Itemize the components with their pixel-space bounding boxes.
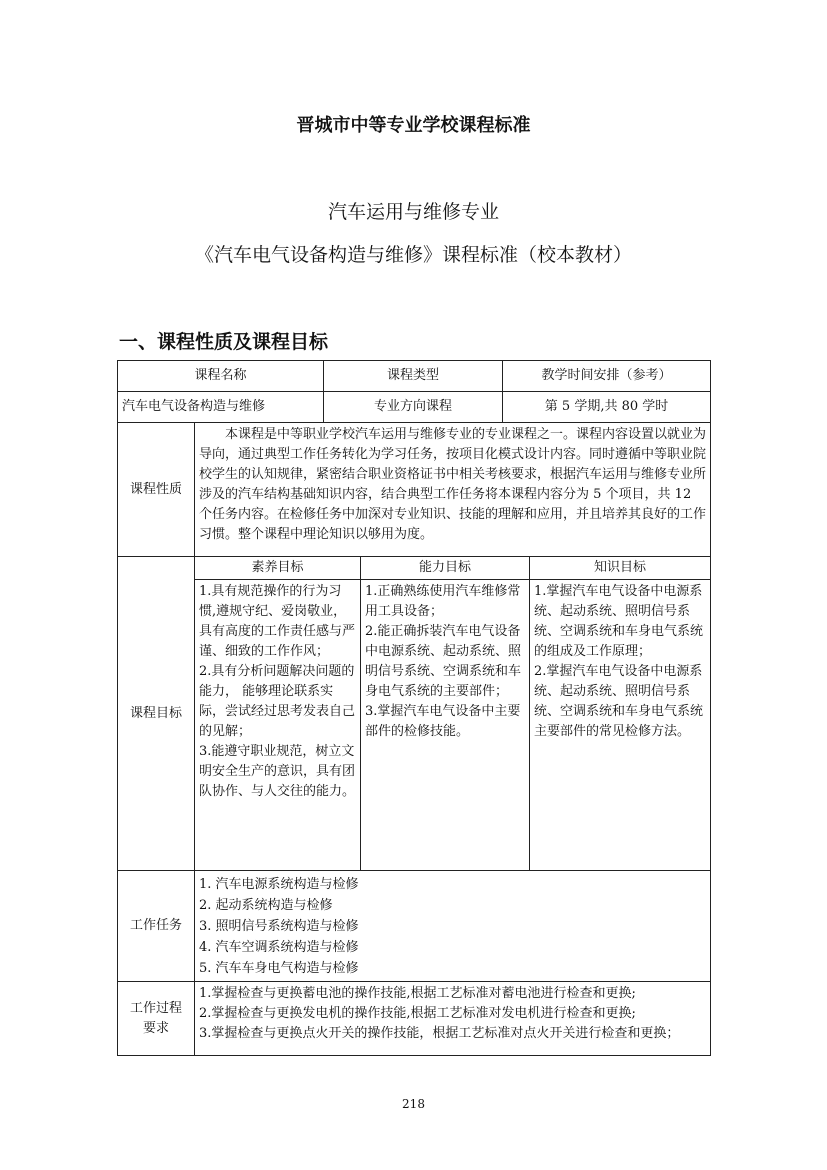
- course-goals-label: 课程目标: [118, 557, 195, 871]
- course-title: 《汽车电气设备构造与维修》课程标准（校本教材）: [194, 244, 632, 266]
- list-item: 5. 汽车车身电气构造与检修: [199, 960, 359, 976]
- page-number: 218: [402, 1097, 425, 1111]
- knowledge-goal-header: 知识目标: [530, 557, 711, 580]
- table-info-row: [118, 392, 711, 423]
- table-header-row: [118, 361, 711, 392]
- work-tasks-row: [118, 871, 711, 982]
- list-item: 1.掌握检查与更换蓄电池的操作技能,根据工艺标准对蓄电池进行检查和更换;: [199, 986, 636, 1001]
- list-item: 2.掌握检查与更换发电机的操作技能,根据工艺标准对发电机进行检查和更换;: [199, 1006, 636, 1021]
- process-requirements-label: 工作过程 要求: [118, 982, 195, 1056]
- list-item: 1. 汽车电源系统构造与检修: [199, 876, 359, 892]
- work-tasks-label: 工作任务: [118, 871, 195, 982]
- quality-goal-text: 1.具有规范操作的行为习惯,遵规守纪、爱岗敬业，具有高度的工作责任感与严谨、细致的工作作风； 2.具有分析问题解决问题的能力， 能够理论联系实际，尝试经过思考发表自己的见解； 3.能遵守职业规范，树立文明安全生产的意识，具有团队协作、与人交往的能力。: [195, 580, 361, 871]
- work-tasks-cell: [195, 871, 711, 982]
- course-standard-table: [117, 360, 711, 1056]
- goals-content-row: [118, 580, 711, 871]
- goals-header-row: [118, 557, 711, 580]
- knowledge-goal-text: 1.掌握汽车电气设备中电源系统、起动系统、照明信号系统、空调系统和车身电气系统的组成及工作原理； 2.掌握汽车电气设备中电源系统、起动系统、照明信号系统、空调系统和车身电气系统主要部件的常见检修方法。: [530, 580, 711, 871]
- list-item: 2. 起动系统构造与检修: [199, 897, 333, 913]
- process-requirements-cell: [195, 982, 711, 1056]
- course-nature-text: 本课程是中等职业学校汽车运用与维修专业的专业课程之一。课程内容设置以就业为导向，通过典型工作任务转化为学习任务，按项目化模式设计内容。同时遵循中等职业院校学生的认知规律，紧密结合职业资格证书中相关考核要求，根据汽车运用与维修专业所涉及的汽车结构基础知识内容，结合典型工作任务将本课程内容分为 5 个项目，共 12 个任务内容。在检修任务中加深对专业知识、技能的理解和应用，并且培养其良好的工作习惯。整个课程中理论知识以够用为度。: [195, 423, 711, 557]
- course-nature-row: [118, 423, 711, 557]
- process-requirements-row: [118, 982, 711, 1056]
- course-type-value: 专业方向课程: [324, 392, 503, 423]
- ability-goal-text: 1.正确熟练使用汽车维修常用工具设备； 2.能正确拆装汽车电气设备中电源系统、起动系统、照明信号系统、空调系统和车身电气系统的主要部件； 3.掌握汽车电气设备中主要部件的检修技能。: [361, 580, 530, 871]
- course-nature-label: 课程性质: [118, 423, 195, 557]
- list-item: 3.掌握检查与更换点火开关的操作技能，根据工艺标准对点火开关进行检查和更换；: [199, 1026, 680, 1041]
- major-name: 汽车运用与维修专业: [327, 201, 499, 223]
- list-item: 3. 照明信号系统构造与检修: [199, 918, 359, 934]
- course-name-value: 汽车电气设备构造与维修: [118, 392, 324, 423]
- ability-goal-header: 能力目标: [361, 557, 530, 580]
- header-course-type: 课程类型: [324, 361, 503, 392]
- section-heading: 一、课程性质及课程目标: [119, 331, 329, 353]
- page-title: 晋城市中等专业学校课程标准: [296, 115, 531, 136]
- quality-goal-header: 素养目标: [195, 557, 361, 580]
- teaching-time-value: 第 5 学期,共 80 学时: [503, 392, 711, 423]
- list-item: 4. 汽车空调系统构造与检修: [199, 939, 359, 955]
- header-course-name: 课程名称: [118, 361, 324, 392]
- header-teaching-time: 教学时间安排（参考）: [503, 361, 711, 392]
